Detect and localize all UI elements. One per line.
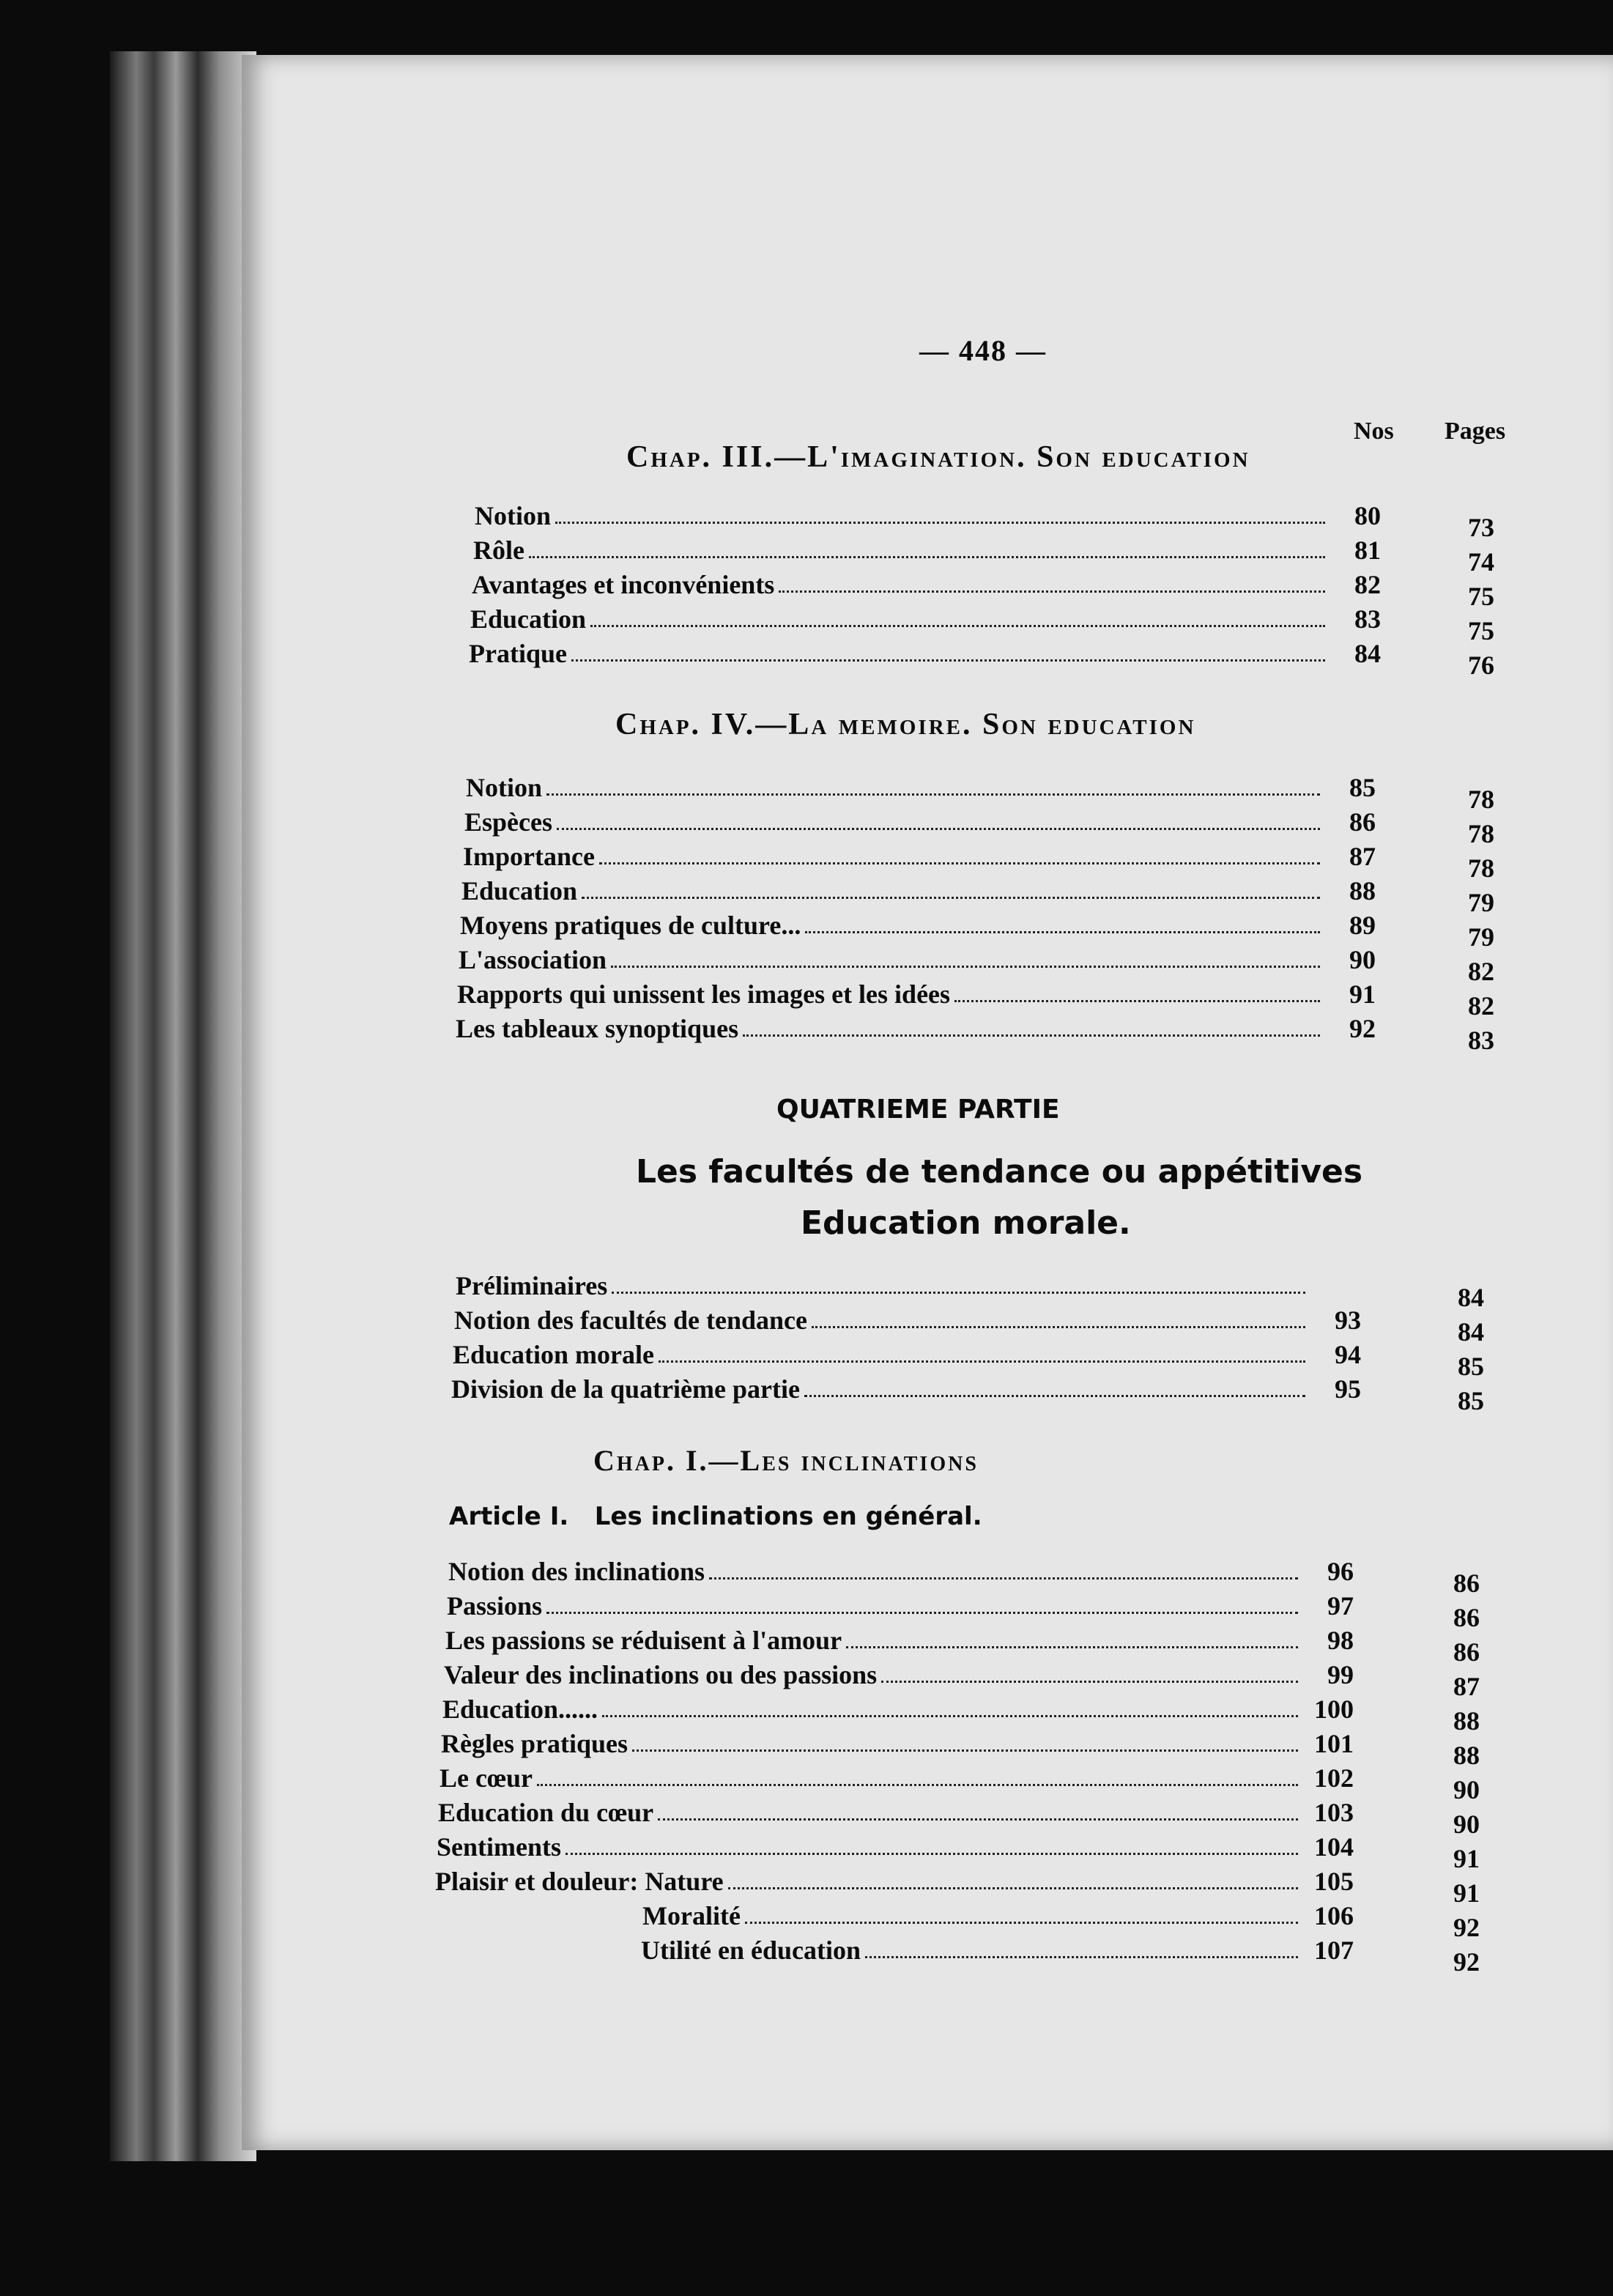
toc-entry — [451, 1369, 1361, 1404]
toc-entry-number: 88 — [1349, 876, 1376, 906]
toc-entry-page: 88 — [1453, 1706, 1480, 1736]
toc-entry-page: 86 — [1453, 1569, 1480, 1598]
toc-entry-number: 96 — [1327, 1557, 1354, 1586]
dot-leader — [846, 1646, 1298, 1648]
toc-entry — [456, 1009, 1376, 1044]
toc-entry-number: 94 — [1335, 1340, 1361, 1369]
toc-entry — [459, 940, 1376, 975]
toc-entry-page: 86 — [1453, 1603, 1480, 1632]
dot-leader — [546, 1612, 1298, 1614]
chapter-1-title: Chap. I.—Les inclinations — [593, 1444, 979, 1477]
toc-entry-label: Règles pratiques — [441, 1729, 628, 1758]
dot-leader — [659, 1360, 1305, 1363]
toc-entry-number: 105 — [1314, 1867, 1354, 1896]
toc-entry-label: Notion — [475, 501, 552, 530]
toc-entry-number: 97 — [1327, 1591, 1354, 1621]
dot-leader — [599, 862, 1320, 864]
toc-entry-page: 78 — [1468, 819, 1494, 848]
toc-entry-page: 92 — [1453, 1947, 1480, 1977]
toc-entry-label: Les tableaux synoptiques — [456, 1014, 739, 1043]
toc-entry — [448, 1552, 1354, 1587]
toc-entry-label: Avantages et inconvénients — [472, 570, 775, 599]
toc-entry-label: L'association — [459, 945, 607, 974]
dot-leader — [557, 828, 1320, 830]
toc-entry — [461, 871, 1376, 906]
toc-entry-number: 99 — [1327, 1660, 1354, 1689]
toc-entry-page: 88 — [1453, 1741, 1480, 1770]
toc-entry-page: 83 — [1468, 1026, 1494, 1055]
toc-entry — [642, 1896, 1354, 1931]
toc-entry — [454, 1300, 1361, 1336]
column-header-nos: Nos — [1354, 418, 1394, 445]
toc-entry — [447, 1586, 1354, 1621]
dot-leader — [881, 1681, 1298, 1683]
toc-entry-number: 100 — [1314, 1695, 1354, 1724]
toc-entry-label: Espèces — [464, 807, 552, 837]
toc-entry-number: 104 — [1314, 1832, 1354, 1862]
toc-entry — [440, 1758, 1354, 1793]
toc-entry-page: 74 — [1468, 547, 1494, 577]
book-edge — [110, 51, 256, 2161]
toc-entry-page: 75 — [1468, 582, 1494, 611]
part-subtitle: Les facultés de tendance ou appétitives — [636, 1153, 1363, 1190]
toc-entry-number: 91 — [1349, 979, 1376, 1009]
dot-leader — [954, 1000, 1320, 1002]
toc-entry-number: 98 — [1327, 1626, 1354, 1655]
toc-entry-number: 83 — [1354, 604, 1381, 634]
toc-entry-page: 91 — [1453, 1878, 1480, 1908]
toc-entry-page: 82 — [1468, 957, 1494, 986]
toc-entry — [463, 837, 1376, 872]
toc-entry-label: Moralité — [642, 1901, 741, 1930]
toc-entry-label: Notion des inclinations — [448, 1557, 705, 1586]
dot-leader — [537, 1784, 1298, 1786]
toc-entry — [641, 1930, 1354, 1966]
toc-entry — [437, 1827, 1354, 1862]
toc-entry-label: Le cœur — [440, 1763, 533, 1793]
dot-leader — [590, 625, 1325, 627]
toc-entry-number: 87 — [1349, 842, 1376, 871]
dot-leader — [546, 793, 1320, 796]
dot-leader — [582, 897, 1320, 899]
toc-entry-page: 84 — [1458, 1283, 1484, 1312]
article-heading: Article I. Les inclinations en général. — [449, 1502, 982, 1531]
toc-entry-page: 87 — [1453, 1672, 1480, 1701]
toc-entry-label: Rapports qui unissent les images et les idées — [457, 979, 951, 1009]
toc-entry-page: 86 — [1453, 1637, 1480, 1667]
toc-entry-page: 78 — [1468, 853, 1494, 883]
toc-entry-number: 82 — [1354, 570, 1381, 599]
dot-leader — [529, 556, 1325, 558]
toc-entry-page: 78 — [1468, 785, 1494, 814]
toc-entry — [456, 1266, 1361, 1301]
page-number: — 448 — — [919, 334, 1047, 367]
toc-entry-label: Division de la quatrième partie — [451, 1374, 800, 1404]
toc-entry — [442, 1689, 1354, 1725]
toc-entry-number: 86 — [1349, 807, 1376, 837]
toc-entry-label: Préliminaires — [456, 1271, 608, 1300]
toc-entry-label: Plaisir et douleur: Nature — [435, 1867, 724, 1896]
dot-leader — [571, 659, 1325, 662]
toc-entry-number: 89 — [1349, 911, 1376, 940]
toc-entry-number: 92 — [1349, 1014, 1376, 1043]
dot-leader — [804, 1395, 1305, 1397]
toc-entry-number: 80 — [1354, 501, 1381, 530]
dot-leader — [612, 1292, 1305, 1294]
part-subtitle-2: Education morale. — [801, 1204, 1131, 1242]
toc-entry-page: 90 — [1453, 1775, 1480, 1804]
toc-entry-number: 107 — [1314, 1936, 1354, 1965]
toc-entry-label: Passions — [447, 1591, 543, 1621]
toc-entry — [470, 599, 1381, 634]
toc-entry-page: 90 — [1453, 1810, 1480, 1839]
toc-entry-label: Importance — [463, 842, 595, 871]
toc-entry-label: Notion — [466, 773, 543, 802]
toc-entry-page: 84 — [1458, 1317, 1484, 1347]
toc-entry — [457, 974, 1376, 1010]
dot-leader — [805, 931, 1320, 933]
toc-entry-page: 92 — [1453, 1913, 1480, 1942]
toc-entry-number: 101 — [1314, 1729, 1354, 1758]
toc-entry-label: Notion des facultés de tendance — [454, 1306, 807, 1335]
toc-entry — [469, 634, 1381, 669]
toc-entry-page: 79 — [1468, 922, 1494, 952]
toc-entry-label: Education morale — [453, 1340, 654, 1369]
toc-entry-label: Utilité en éducation — [641, 1936, 861, 1965]
toc-entry — [464, 802, 1376, 837]
toc-entry-label: Les passions se réduisent à l'amour — [445, 1626, 842, 1655]
part-heading: QUATRIEME PARTIE — [776, 1095, 1060, 1125]
toc-entry-label: Sentiments — [437, 1832, 561, 1862]
toc-entry-number: 81 — [1354, 536, 1381, 565]
toc-entry — [435, 1862, 1354, 1897]
dot-leader — [812, 1326, 1305, 1328]
toc-entry — [466, 768, 1376, 803]
toc-entry — [444, 1655, 1354, 1690]
dot-leader — [632, 1749, 1298, 1752]
dot-leader — [555, 522, 1325, 524]
toc-entry-number: 85 — [1349, 773, 1376, 802]
toc-entry — [453, 1335, 1361, 1370]
toc-entry — [441, 1724, 1354, 1759]
toc-entry-label: Education...... — [442, 1695, 598, 1724]
dot-leader — [743, 1034, 1320, 1037]
toc-entry-page: 85 — [1458, 1386, 1484, 1415]
dot-leader — [709, 1577, 1298, 1580]
chapter-4-title: Chap. IV.—La memoire. Son education — [615, 708, 1196, 741]
toc-entry-label: Valeur des inclinations ou des passions — [444, 1660, 878, 1689]
toc-entry-number: 84 — [1354, 639, 1381, 668]
toc-entry-number: 93 — [1335, 1306, 1361, 1335]
toc-entry-label: Education du cœur — [438, 1798, 654, 1827]
dot-leader — [779, 590, 1325, 593]
toc-entry-page: 73 — [1468, 513, 1494, 542]
toc-entry — [472, 565, 1381, 600]
toc-entry-number: 102 — [1314, 1763, 1354, 1793]
toc-entry-number: 95 — [1335, 1374, 1361, 1404]
toc-entry-label: Education — [461, 876, 578, 906]
toc-entry-number: 103 — [1314, 1798, 1354, 1827]
toc-entry-page: 82 — [1468, 991, 1494, 1021]
toc-entry-number: 90 — [1349, 945, 1376, 974]
column-header-pages: Pages — [1445, 418, 1506, 445]
toc-entry-page: 91 — [1453, 1844, 1480, 1873]
dot-leader — [602, 1715, 1298, 1717]
toc-entry-label: Rôle — [473, 536, 524, 565]
dot-leader — [658, 1818, 1298, 1821]
toc-entry-page: 76 — [1468, 651, 1494, 680]
toc-entry — [438, 1793, 1354, 1828]
dot-leader — [728, 1887, 1298, 1889]
toc-entry — [473, 530, 1381, 566]
dot-leader — [865, 1956, 1298, 1958]
toc-entry — [445, 1621, 1354, 1656]
dot-leader — [566, 1853, 1298, 1855]
toc-entry-label: Moyens pratiques de culture... — [460, 911, 801, 940]
chapter-3-title: Chap. III.—L'imagination. Son education — [626, 440, 1250, 474]
toc-entry-page: 79 — [1468, 888, 1494, 917]
toc-entry — [475, 496, 1381, 531]
toc-entry — [460, 906, 1376, 941]
toc-entry-page: 85 — [1458, 1352, 1484, 1381]
toc-entry-number: 106 — [1314, 1901, 1354, 1930]
toc-entry-label: Pratique — [469, 639, 567, 668]
dot-leader — [611, 966, 1320, 968]
toc-entry-label: Education — [470, 604, 587, 634]
toc-entry-page: 75 — [1468, 616, 1494, 645]
dot-leader — [745, 1922, 1298, 1924]
